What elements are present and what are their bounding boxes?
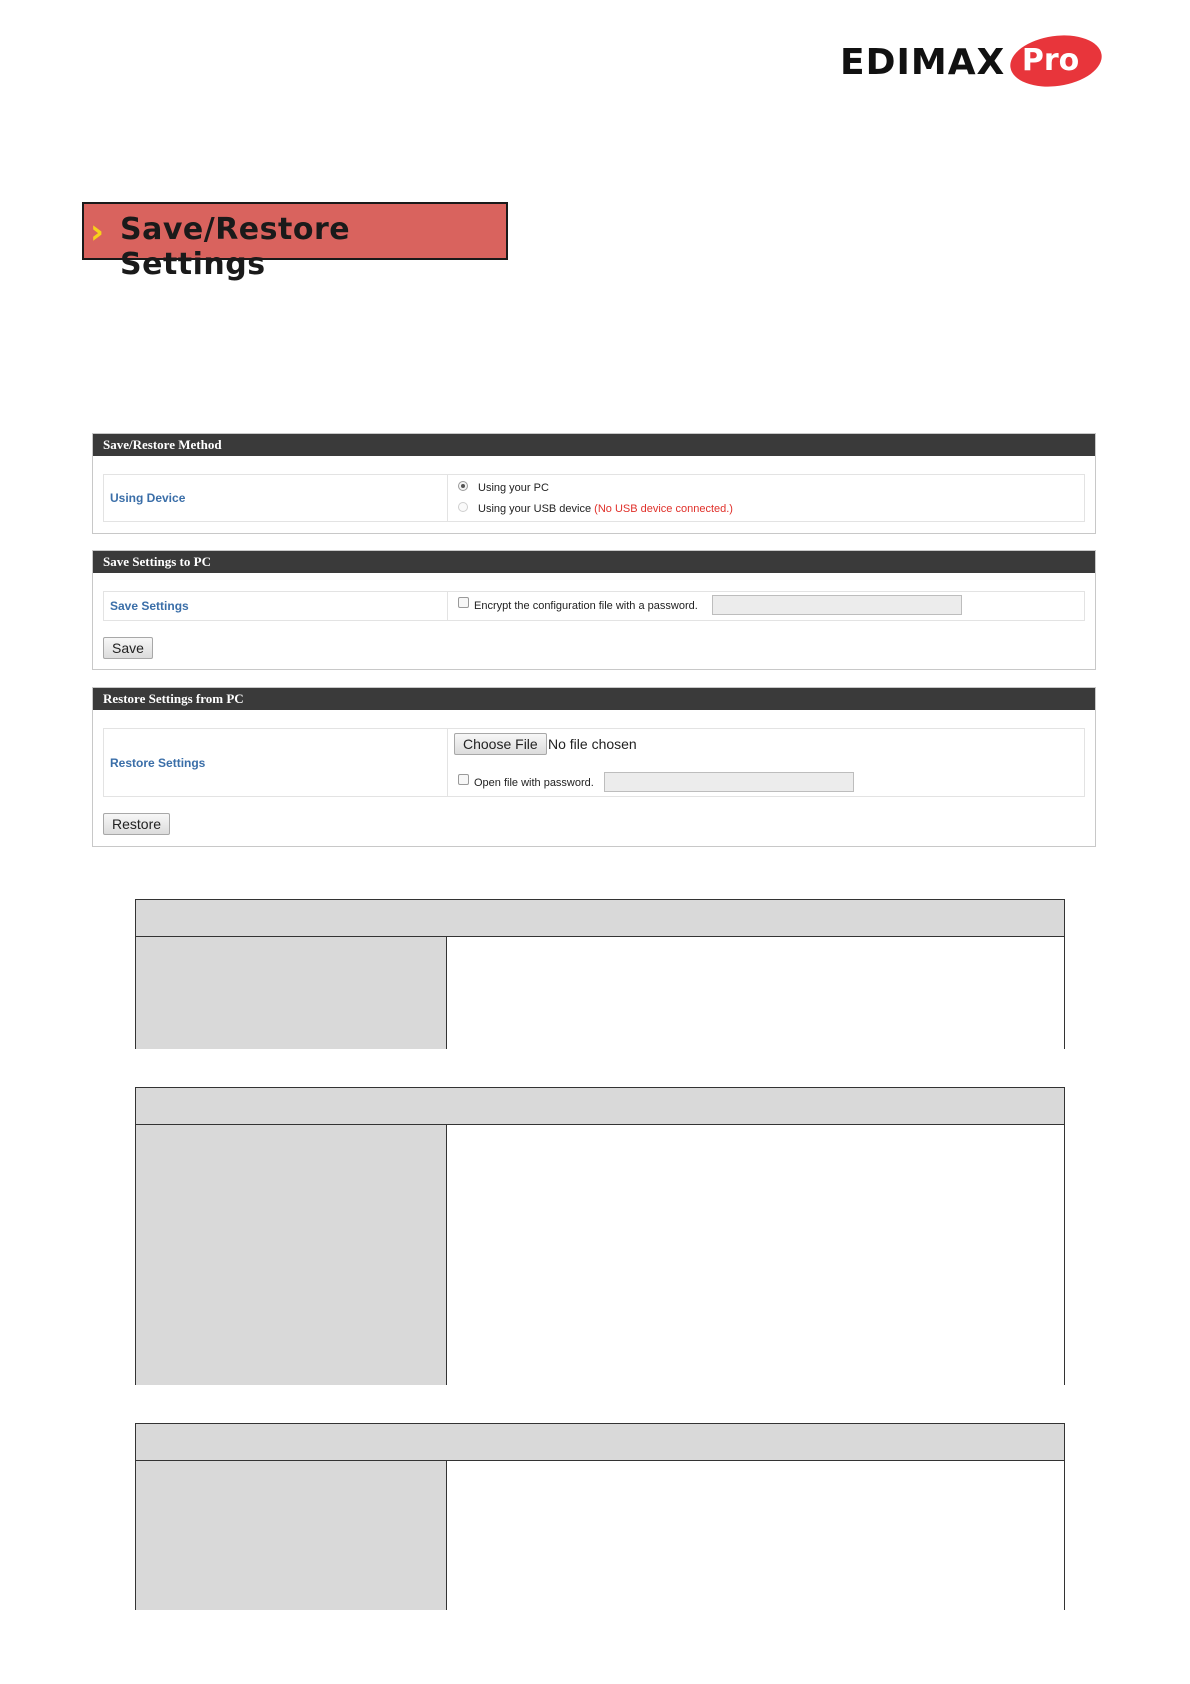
description-table-detail-cell [447,1461,1064,1610]
edimax-pro-logo [840,36,1102,88]
restore-password-input[interactable] [604,772,854,792]
description-table-body [136,1125,1064,1385]
page-title: Save/Restore Settings [120,212,351,282]
description-table-3 [135,1423,1065,1610]
encrypt-password-input[interactable] [712,595,962,615]
radio-using-usb[interactable] [458,502,468,512]
using-device-options [448,475,1084,521]
save-settings-panel [92,550,1096,670]
no-file-chosen-text: No file chosen [548,736,637,752]
using-device-row [103,474,1085,522]
chevron-right-icon: › [90,212,105,252]
save-restore-method-panel [92,433,1096,534]
description-table-2 [135,1087,1065,1385]
logo-pro-badge [1007,30,1105,92]
encrypt-label: Encrypt the configuration file with a password. [474,600,698,612]
using-device-label: Using Device [104,475,448,521]
panel-header: Save/Restore Method [93,434,1095,456]
description-table-header [136,1088,1064,1125]
option-using-usb-label [478,503,733,515]
description-table-1 [135,899,1065,1049]
option-usb-text: Using your USB device [478,503,592,515]
description-table-header [136,900,1064,937]
logo-wordmark: EDIMAX [840,42,1006,83]
save-settings-row [103,591,1085,621]
description-table-term-cell [136,1125,447,1385]
page-title-banner [82,202,508,282]
open-with-password-checkbox[interactable] [458,774,469,785]
option-using-pc-label: Using your PC [478,482,549,494]
save-settings-options [448,592,1084,620]
usb-status-note: (No USB device connected.) [594,503,733,515]
restore-settings-options [448,729,1084,796]
restore-settings-label: Restore Settings [104,729,448,796]
choose-file-button[interactable]: Choose File [454,733,547,755]
radio-using-pc[interactable] [458,481,468,491]
panel-header: Save Settings to PC [93,551,1095,573]
description-table-detail-cell [447,1125,1064,1385]
save-button[interactable]: Save [103,637,153,659]
description-table-body [136,937,1064,1049]
restore-settings-panel [92,687,1096,847]
description-table-header [136,1424,1064,1461]
open-with-password-label: Open file with password. [474,777,594,789]
description-table-body [136,1461,1064,1610]
logo-pro-text: Pro [1021,42,1080,78]
encrypt-checkbox[interactable] [458,597,469,608]
description-table-detail-cell [447,937,1064,1049]
save-settings-label: Save Settings [104,592,448,620]
description-table-term-cell [136,937,447,1049]
panel-header: Restore Settings from PC [93,688,1095,710]
description-table-term-cell [136,1461,447,1610]
restore-settings-row [103,728,1085,797]
restore-button[interactable]: Restore [103,813,170,835]
